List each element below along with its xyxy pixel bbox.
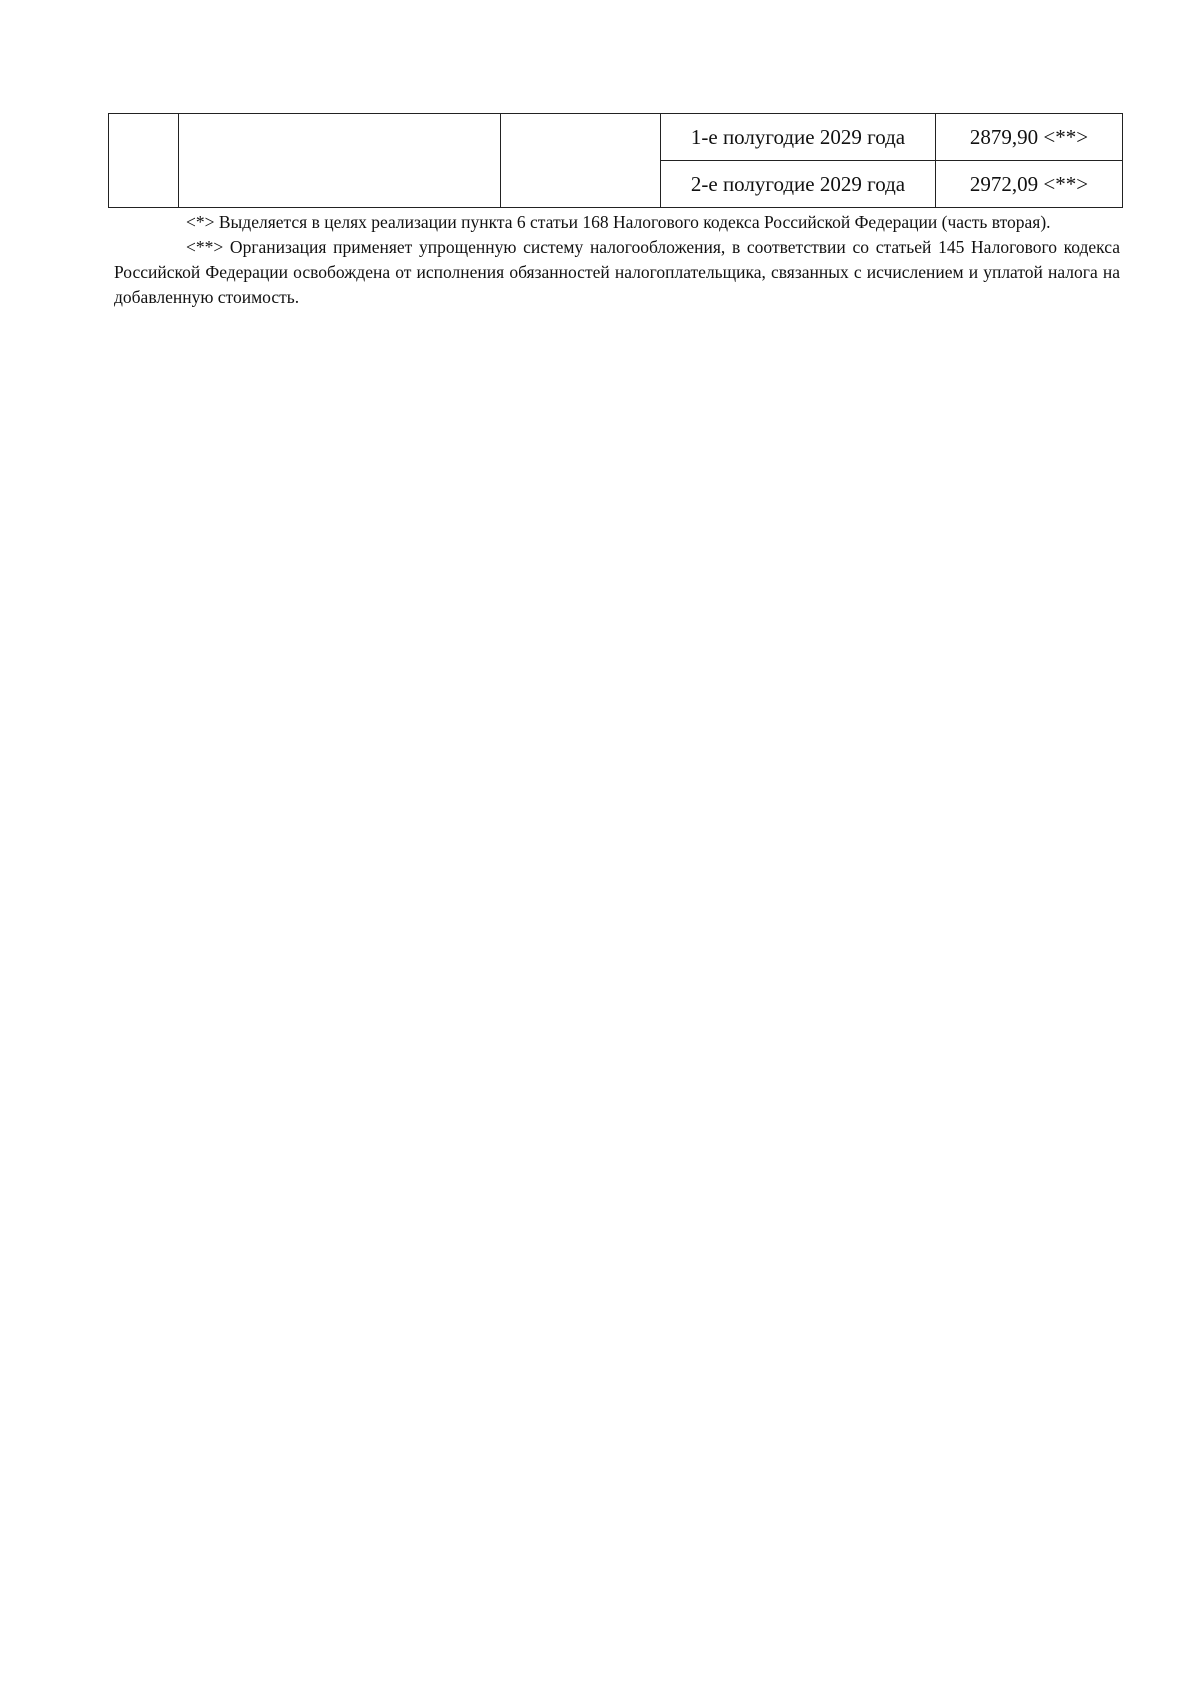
tariff-table xyxy=(108,113,1123,208)
period-cell: 2-е полугодие 2029 года xyxy=(661,161,936,208)
table-row xyxy=(109,114,1123,161)
table-cell-empty xyxy=(501,114,661,208)
value-cell: 2972,09 <**> xyxy=(936,161,1123,208)
footnotes xyxy=(114,210,1120,310)
table-cell-empty xyxy=(179,114,501,208)
footnote-simplified-tax: <**> Организация применяет упрощенную систему налогообложения, в соответствии со статьей 145 Налогового кодекса Российской Федерации освобождена от исполнения обязанностей налогоплательщика, связанных с исчислением и уплатой налога на добавленную стоимость. xyxy=(114,237,1120,307)
value-cell: 2879,90 <**> xyxy=(936,114,1123,161)
footnote-vat: <*> Выделяется в целях реализации пункта 6 статьи 168 Налогового кодекса Российской Федерации (часть вторая). xyxy=(186,212,1051,232)
table-cell-empty xyxy=(109,114,179,208)
period-cell: 1-е полугодие 2029 года xyxy=(661,114,936,161)
